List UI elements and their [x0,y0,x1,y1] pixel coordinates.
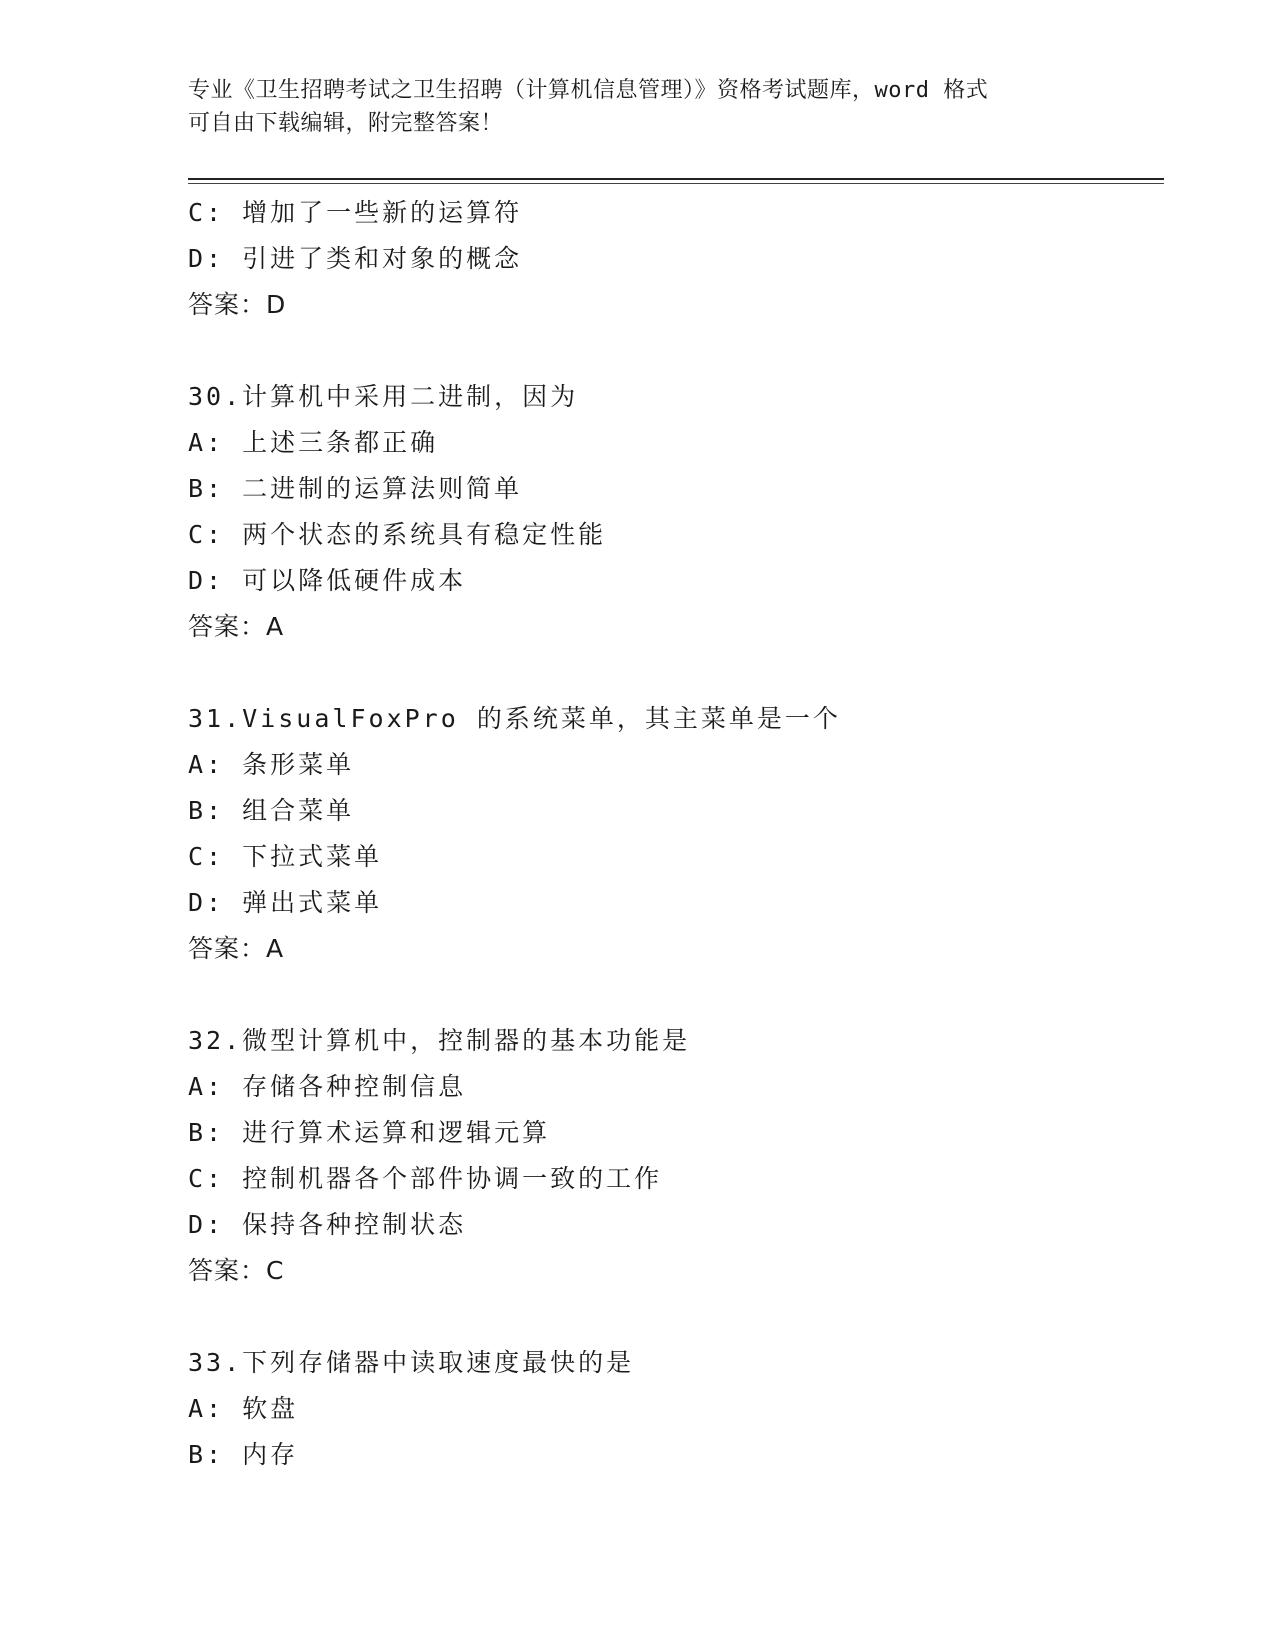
option-c: C: 增加了一些新的运算符 [188,198,523,227]
question-list [188,190,1148,1478]
answer-line: 答案：D [188,290,287,319]
header-divider-thick [188,178,1164,180]
option-c: C: 两个状态的系统具有稳定性能 [188,520,607,549]
option-b: B: 进行算术运算和逻辑元算 [188,1118,551,1147]
option-b: B: 二进制的运算法则简单 [188,474,523,503]
header-divider-thin [188,183,1164,184]
answer-line: 答案：A [188,934,285,963]
option-b: B: 内存 [188,1440,299,1469]
question-stem: 30.计算机中采用二进制，因为 [188,382,579,411]
option-d: D: 引进了类和对象的概念 [188,244,523,273]
question-stem: 32.微型计算机中，控制器的基本功能是 [188,1026,691,1055]
header-line-2: 可自由下载编辑，附完整答案！ [188,111,504,136]
header-line-1: 专业《卫生招聘考试之卫生招聘（计算机信息管理）》资格考试题库，word 格式 [188,78,989,103]
option-d: D: 弹出式菜单 [188,888,383,917]
answer-line: 答案：C [188,1256,285,1285]
option-a: A: 条形菜单 [188,750,355,779]
option-a: A: 软盘 [188,1394,299,1423]
answer-line: 答案：A [188,612,285,641]
option-b: B: 组合菜单 [188,796,355,825]
option-a: A: 上述三条都正确 [188,428,439,457]
question-stem: 31.VisualFoxPro 的系统菜单，其主菜单是一个 [188,704,841,733]
option-c: C: 控制机器各个部件协调一致的工作 [188,1164,663,1193]
document-header [188,74,1088,140]
option-d: D: 保持各种控制状态 [188,1210,467,1239]
question-stem: 33.下列存储器中读取速度最快的是 [188,1348,635,1377]
option-d: D: 可以降低硬件成本 [188,566,467,595]
option-c: C: 下拉式菜单 [188,842,383,871]
option-a: A: 存储各种控制信息 [188,1072,467,1101]
